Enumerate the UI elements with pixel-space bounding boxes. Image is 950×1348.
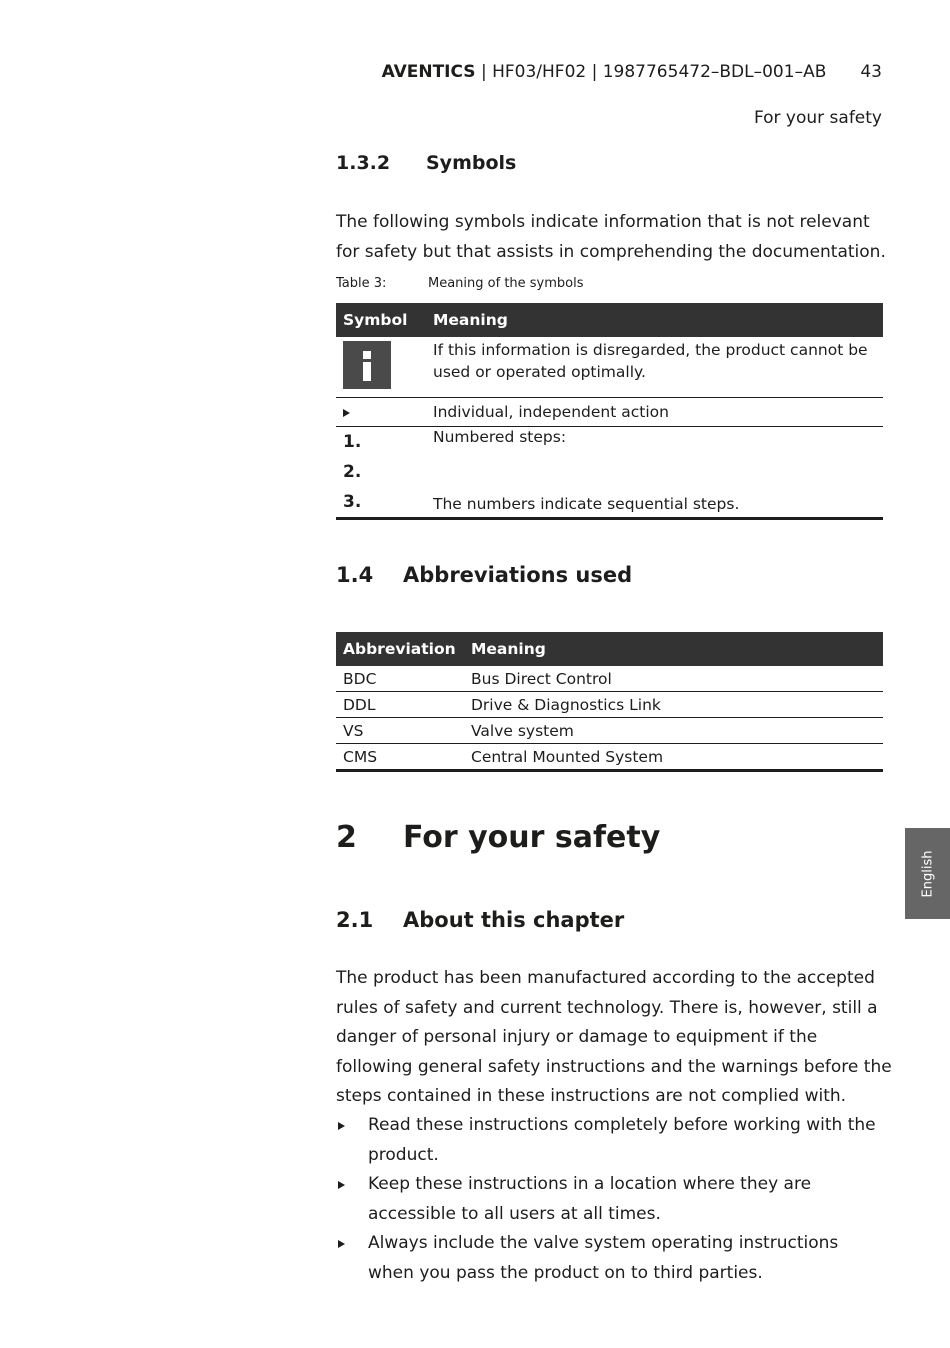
heading-about-chapter <box>336 908 624 932</box>
heading-symbols <box>336 152 516 174</box>
table-row <box>336 337 883 398</box>
table-row <box>336 692 883 718</box>
caption-label: Table 3: <box>336 276 387 291</box>
heading-number: 2.1 <box>336 908 374 932</box>
list-item <box>336 1229 896 1289</box>
bullet-text: Keep these instructions in a location where they are accessible to all users at all times. <box>368 1174 812 1224</box>
table-row <box>336 398 883 427</box>
steps-meaning-bottom: The numbers indicate sequential steps. <box>433 495 740 513</box>
abbreviation-cell: VS <box>336 718 464 744</box>
language-tab <box>905 828 950 919</box>
table-header-abbreviation: Abbreviation <box>336 632 464 666</box>
table-row <box>336 427 883 519</box>
meaning-cell: Bus Direct Control <box>464 666 883 692</box>
chapter-heading <box>336 820 660 855</box>
step-number: 2. <box>343 462 362 482</box>
abbreviation-cell: DDL <box>336 692 464 718</box>
action-meaning: Individual, independent action <box>426 398 883 427</box>
step-number: 1. <box>343 432 362 452</box>
heading-number: 1.4 <box>336 563 374 587</box>
heading-title: Symbols <box>426 152 517 174</box>
heading-number: 1.3.2 <box>336 152 391 174</box>
meaning-cell: Central Mounted System <box>464 744 883 771</box>
table-row <box>336 666 883 692</box>
running-section-title: For your safety <box>753 108 882 128</box>
chapter-title: For your safety <box>403 820 661 855</box>
info-meaning: If this information is disregarded, the product cannot be used or operated optimally. <box>426 337 883 398</box>
step-number: 3. <box>343 492 362 512</box>
language-tab-label: English <box>920 850 935 897</box>
symbols-intro: The following symbols indicate information that is not relevant for safety but that assists in comprehending the documentation. <box>336 212 886 262</box>
table-header-meaning: Meaning <box>426 303 883 337</box>
table-row <box>336 718 883 744</box>
steps-meaning-top: Numbered steps: <box>433 428 567 446</box>
chapter-number: 2 <box>336 820 357 855</box>
table-header-meaning: Meaning <box>464 632 883 666</box>
document-id: | HF03/HF02 | 1987765472–BDL–001–AB <box>475 62 827 82</box>
abbreviation-cell: CMS <box>336 744 464 771</box>
meaning-cell: Drive & Diagnostics Link <box>464 692 883 718</box>
list-item <box>336 1111 896 1171</box>
caption-text: Meaning of the symbols <box>428 276 584 291</box>
brand-name: AVENTICS <box>381 62 476 82</box>
abbreviation-cell: BDC <box>336 666 464 692</box>
heading-title: About this chapter <box>403 908 625 932</box>
bullet-triangle-icon <box>338 1122 345 1130</box>
bullet-triangle-icon <box>338 1240 345 1248</box>
page-number: 43 <box>860 62 882 82</box>
meaning-cell: Valve system <box>464 718 883 744</box>
symbols-table <box>336 303 883 520</box>
table-header-symbol: Symbol <box>336 303 426 337</box>
abbreviations-table <box>336 632 883 772</box>
info-icon <box>343 341 391 389</box>
action-triangle-icon <box>343 409 350 417</box>
heading-title: Abbreviations used <box>403 563 633 587</box>
bullet-text: Read these instructions completely before working with the product. <box>368 1115 876 1165</box>
page-header <box>336 62 882 82</box>
table-row <box>336 744 883 771</box>
bullet-text: Always include the valve system operating instructions when you pass the product on to third parties. <box>368 1233 839 1283</box>
table-caption <box>336 276 584 291</box>
bullet-triangle-icon <box>338 1181 345 1189</box>
list-item <box>336 1170 896 1230</box>
about-chapter-body: The product has been manufactured according to the accepted rules of safety and current technology. There is, however, still a danger of personal injury or damage to equipment if the following general safety instructions and the warnings before the steps contained in these instructions are not complied with. <box>336 968 892 1106</box>
heading-abbreviations <box>336 563 632 587</box>
